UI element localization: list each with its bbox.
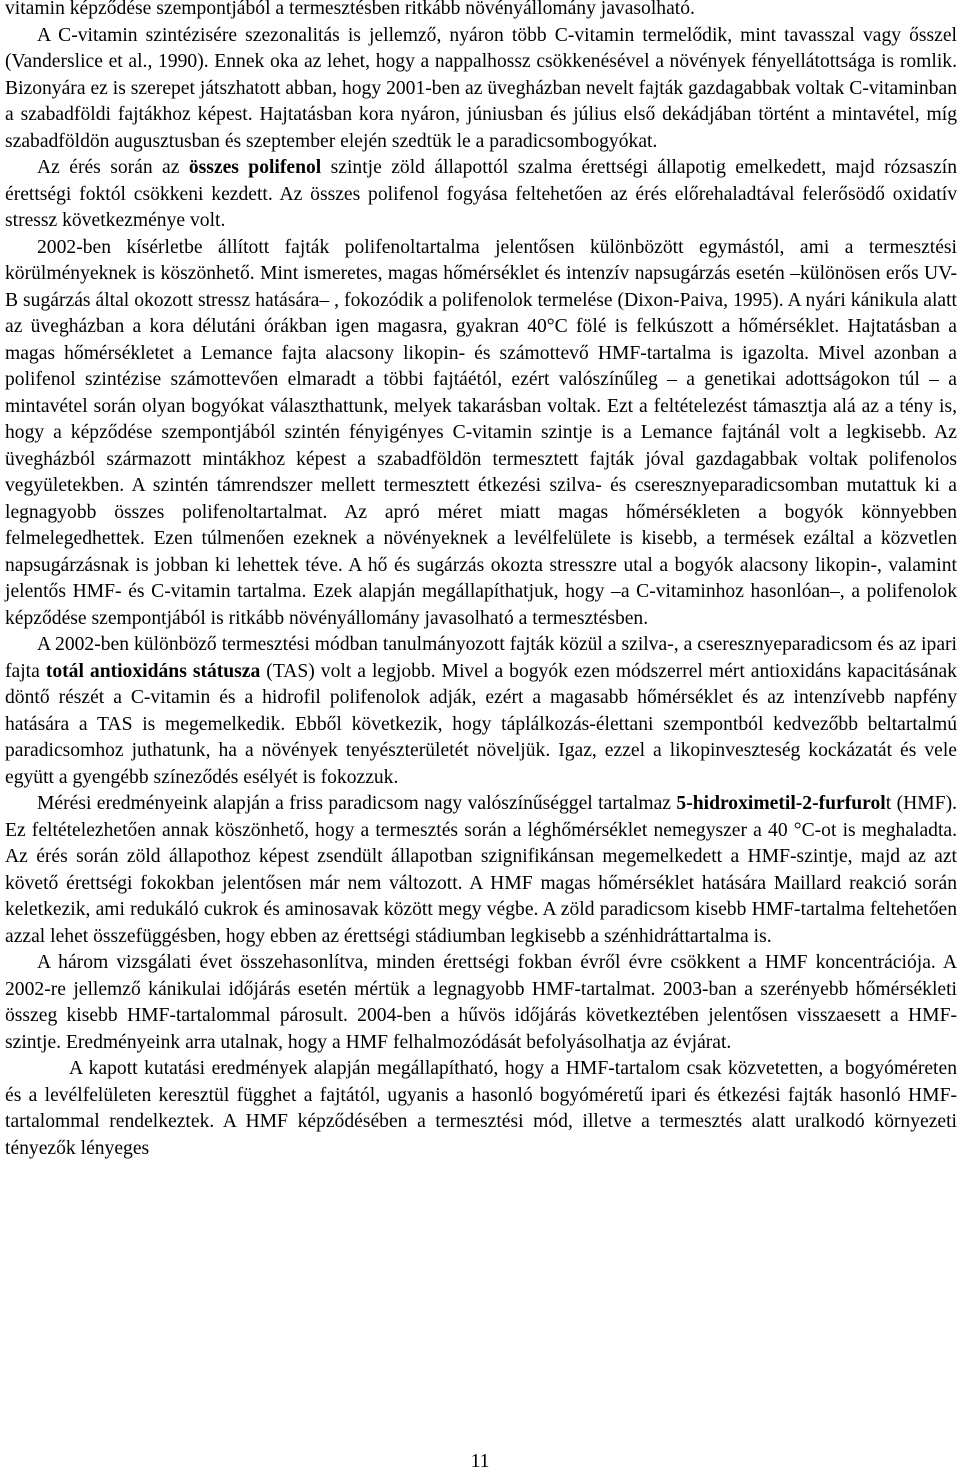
term-total-polyphenol: összes polifenol <box>188 157 322 178</box>
paragraph-8: A kapott kutatási eredmények alapján megállapítható, hogy a HMF-tartalom csak közvetetten, a bogyóméreten és a levélfelületen keresztül függhet a fajtától, ugyanis a hasonló bogyóméretű ipari és étkezési fajták hasonló HMF-tartalommal rendelkeztek. A HMF képződésében a termesztési mód, illetve a termesztés alatt uralkodó környezeti tényezők lényeges <box>5 1058 957 1159</box>
paragraph-5 <box>5 632 957 791</box>
term-total-antioxidant-status: totál antioxidáns státusza <box>45 660 261 682</box>
paragraph-5-text-b: (TAS) volt a legjobb. Mivel a bogyók ezen módszerrel mért antioxidáns kapacitásának döntő részét a C-vitamin és a hidrofil polifenolok adják, ezért a magasabb hőmérséklet és az intenzívebb napfény hatására a TAS is megemelkedik. Ebből következik, hogy táplálkozás-élettani szempontból kedvezőbb beltartalmú paradicsomhoz juthatunk, ha a növények tenyészterületét növeljük. Igaz, ezzel a likopinveszteség kockázatát és vele együtt a gyengébb színeződés esélyét is fokozzuk. <box>5 660 957 788</box>
paragraph-3 <box>5 155 957 235</box>
page-number: 11 <box>470 1451 490 1472</box>
paragraph-3-text-b: szintje zöld állapottól szalma érettségi állapotig emelkedett, majd rózsaszín érettségi foktól csökkeni kezdett. Az összes polifenol fogyása feltehetően az érés előrehaladtával felerősödő oxidatív stressz következménye volt. <box>5 157 957 231</box>
paragraph-3-text-a: Az érés során az <box>37 157 189 178</box>
paragraph-5-text-a: A 2002-ben különböző termesztési módban tanulmányozott fajták közül a szilva-, a cseresznyeparadicsom és az ipari fajta <box>5 634 957 682</box>
paragraph-6 <box>5 791 957 950</box>
paragraph-6-text-b: t (HMF). Ez feltételezhetően annak köszönhető, hogy a termesztés során a léghőmérséklet nemegyszer a 40 °C-ot is meghaladta. Az érés során zöld állapothoz képest zsendült állapotban szignifikánsan megemelkedett a HMF-szintje, majd az azt követő érettségi fokokban jelentősen már nem változott. A HMF magas hőmérséklet hatására Maillard reakció során keletkezik, ami redukáló cukrok és aminosavak között megy végbe. A zöld paradicsom kisebb HMF-tartalma feltehetően azzal lehet összefüggésben, hogy ebben az érettségi stádiumban legkisebb a szénhidráttartalma is. <box>5 793 958 947</box>
paragraph-1: vitamin képződése szempontjából a termesztésben ritkább növényállomány javasolható. <box>5 0 695 19</box>
paragraph-4: 2002-ben kísérletbe állított fajták polifenoltartalma jelentősen különbözött egymástól, ami a termesztési körülményeknek is köszönhető. Mint ismeretes, magas hőmérséklet és intenzív napsugárzás esetén –különösen erős UV-B sugárzás által okozott stressz hatására– , fokozódik a polifenolok termelése (Dixon-Paiva, 1995). A nyári kánikula alatt az üvegházban a kora délutáni órákban igen magasra, gyakran 40°C fölé is felkúszott a hőmérséklet. Hajtatásban a magas hőmérsékletet a Lemance fajta alacsony likopin- és számottevő HMF-tartalma is igazolta. Mivel azonban a polifenol szintézise számottevően elmaradt a többi fajtáétól, ezért valószínűleg – a genetikai adottságokon túl – a mintavétel során olyan bogyókat választhattunk, melyek takarásban voltak. Ezt a feltételezést támasztja alá az a tény is, hogy a képződése szempontjából szintén fényigényes C-vitamin szintje is a Lemance fajtánál volt a legkisebb. Az üvegházból származott mintákhoz képest a szabadföldön termesztett fajták jóval gazdagabbak voltak polifenolos vegyületekben. A szintén támrendszer mellett termesztett étkezési szilva- és cseresznyeparadicsomban mutattuk ki a legnagyobb összes polifenoltartalmat. Az apró méret miatt magas hőmérsékleten a bogyók könnyebben felmelegedhettek. Ezen túlmenően ezeknek a növényeknek a levélfelülete is kisebb, a termések ezáltal a közvetlen napsugárzásnak is jobban ki lehettek téve. A hő és sugárzás okozta stresszre utal a bogyók alacsony likopin-, valamint jelentős HMF- és C-vitamin tartalma. Ezek alapján megállapíthatjuk, hogy –a C-vitaminhoz hasonlóan–, a polifenolok képződése szempontjából is ritkább növényállomány javasolható a termesztésben. <box>5 236 957 629</box>
document-page <box>5 0 957 1162</box>
paragraph-2: A C-vitamin szintézisére szezonalitás is jellemző, nyáron több C-vitamin termelődik, mint tavasszal vagy ősszel (Vanderslice et al., 1990). Ennek oka az lehet, hogy a nappalhossz csökkenésével a növények fényellátottsága is romlik. Bizonyára ez is szerepet játszhatott abban, hogy 2001-ben az üvegházban nevelt fajták gazdagabbak voltak C-vitaminban a szabadföldi fajtákhoz képest. Hajtatásban kora nyáron, júniusban és július első dekádjában történt a mintavétel, míg szabadföldön augusztusban és szeptember elején szedtük le a paradicsombogyókat. <box>5 24 957 152</box>
paragraph-6-text-a: Mérési eredményeink alapján a friss paradicsom nagy valószínűséggel tartalmaz <box>37 793 677 814</box>
term-hmf: 5-hidroximetil-2-furfurol <box>676 793 886 814</box>
paragraph-7: A három vizsgálati évet összehasonlítva, minden érettségi fokban évről évre csökkent a HMF koncentrációja. A 2002-re jellemző kánikulai időjárás esetén mértük a legnagyobb HMF-tartalmat. 2003-ban a szerényebb hőmérsékleti összeg kisebb HMF-tartalommal párosult. 2004-ben a hűvös időjárás következtében jelentősen visszaesett a HMF-szintje. Eredményeink arra utalnak, hogy a HMF felhalmozódását befolyásolhatja az évjárat. <box>5 952 957 1053</box>
